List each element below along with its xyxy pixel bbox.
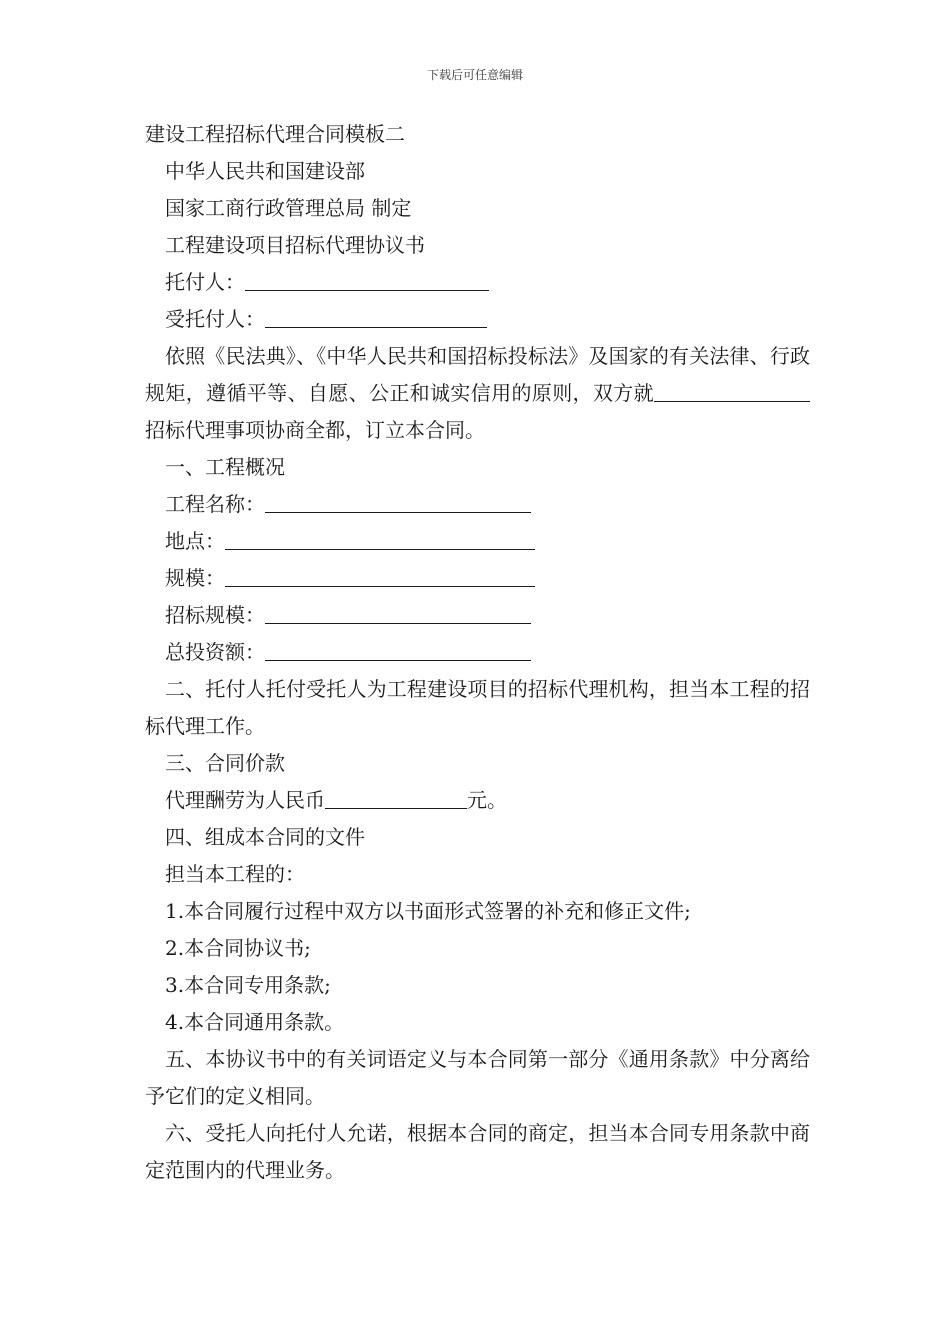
page-header: 下载后可任意编辑 xyxy=(426,68,523,82)
principal-label: 托付人： xyxy=(165,270,245,294)
issuer-line-1: 中华人民共和国建设部 xyxy=(165,159,365,183)
list-item: 1.本合同履行过程中双方以书面形式签署的补充和修正文件; xyxy=(165,899,691,923)
scale-label: 规模： xyxy=(165,566,225,590)
location-row xyxy=(145,523,810,560)
section-4-lead: 担当本工程的： xyxy=(165,862,305,886)
preamble-blank[interactable] xyxy=(654,379,810,402)
section-6-paragraph: 六、受托人向托付人允诺，根据本合同的商定，担当本合同专用条款中商定范围内的代理业务。 xyxy=(145,1121,810,1182)
fee-label: 代理酬劳为人民币 xyxy=(165,788,325,812)
preamble-text: 依照《民法典》、《中华人民共和国招标投标法》及国家的有关法律、行政规矩，遵循平等、自愿、公正和诚实信用的原则，双方就 xyxy=(145,344,810,405)
location-blank[interactable] xyxy=(225,527,535,550)
project-name-blank[interactable] xyxy=(265,490,531,513)
principal-blank[interactable] xyxy=(245,268,489,291)
project-name-label: 工程名称： xyxy=(165,492,265,516)
investment-label: 总投资额： xyxy=(165,640,265,664)
list-item: 4.本合同通用条款。 xyxy=(165,1010,345,1034)
section-5-paragraph: 五、本协议书中的有关词语定义与本合同第一部分《通用条款》中分离给予它们的定义相同。 xyxy=(145,1047,810,1108)
bid-scale-blank[interactable] xyxy=(265,601,531,624)
section-1-heading: 一、工程概况 xyxy=(165,455,285,479)
fee-blank[interactable] xyxy=(325,786,467,809)
list-item: 2.本合同协议书; xyxy=(165,936,311,960)
scale-row xyxy=(145,560,810,597)
section-3-heading: 三、合同价款 xyxy=(165,751,285,775)
agent-label: 受托付人： xyxy=(165,307,265,331)
bid-scale-row xyxy=(145,597,810,634)
investment-blank[interactable] xyxy=(265,638,531,661)
bid-scale-label: 招标规模： xyxy=(165,603,265,627)
fee-row xyxy=(145,782,810,819)
agent-row xyxy=(145,301,810,338)
investment-row xyxy=(145,634,810,671)
agreement-title: 工程建设项目招标代理协议书 xyxy=(165,233,425,257)
fee-unit: 元。 xyxy=(467,788,507,812)
scale-blank[interactable] xyxy=(225,564,535,587)
issuer-line-2: 国家工商行政管理总局 制定 xyxy=(165,196,412,220)
document-body xyxy=(145,116,810,1189)
section-2-paragraph: 二、托付人托付受托人为工程建设项目的招标代理机构，担当本工程的招标代理工作。 xyxy=(145,677,810,738)
list-item: 3.本合同专用条款; xyxy=(165,973,331,997)
location-label: 地点： xyxy=(165,529,225,553)
principal-row xyxy=(145,264,810,301)
preamble-text-end: 招标代理事项协商全都，订立本合同。 xyxy=(145,418,485,442)
section-4-heading: 四、组成本合同的文件 xyxy=(165,825,365,849)
agent-blank[interactable] xyxy=(265,305,487,328)
preamble-paragraph xyxy=(145,338,810,449)
document-title: 建设工程招标代理合同模板二 xyxy=(145,122,405,146)
project-name-row xyxy=(145,486,810,523)
